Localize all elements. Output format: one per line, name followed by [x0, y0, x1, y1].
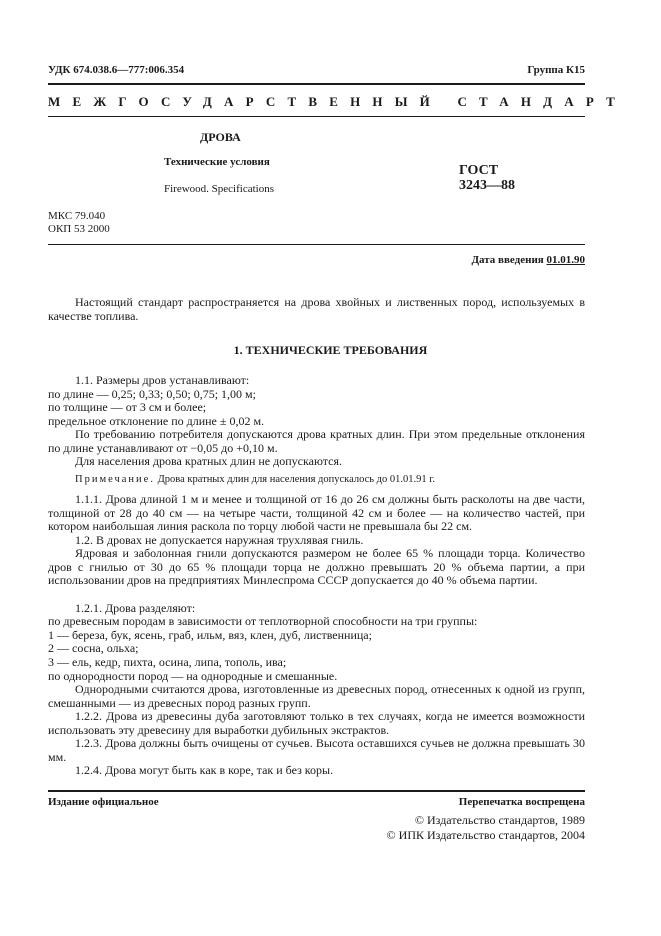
english-title: Firewood. Specifications: [164, 183, 274, 195]
clause-1-2-3: 1.2.3. Дрова должны быть очищены от сучьев. Высота оставшихся сучьев не должна превышать 30 мм.: [48, 736, 585, 764]
note: [75, 473, 435, 487]
footer-rule: [48, 790, 585, 792]
clause-1-1-deviation: предельное отклонение по длине ± 0,02 м.: [48, 414, 265, 428]
wood-group-1: 1 — береза, бук, ясень, граб, ильм, вяз, клен, дуб, лиственница;: [48, 628, 372, 642]
uniformity-paragraph: по однородности пород — на однородные и смешанные.: [48, 669, 338, 683]
copyright-2004: © ИПК Издательство стандартов, 2004: [386, 828, 585, 842]
clause-1-2-1: 1.2.1. Дрова разделяют:: [75, 601, 196, 615]
group-code: Группа К15: [527, 64, 585, 76]
rot-paragraph: Ядровая и заболонная гнили допускаются размером не более 65 % площади торца. Количество дров с гнилью от 30 до 65 % площади торца не должно превышать 20 % объема партии, а при использовании дров на предприятиях Минлеспрома СССР допускается до 40 % объема партии.: [48, 546, 585, 587]
section-1-title: 1. ТЕХНИЧЕСКИЕ ТРЕБОВАНИЯ: [233, 343, 428, 357]
clause-1-2: 1.2. В дровах не допускается наружная трухлявая гниль.: [75, 533, 364, 547]
document-subtitle: Технические условия: [164, 156, 270, 168]
copyright-1989: © Издательство стандартов, 1989: [414, 813, 585, 827]
clause-1-1-1: 1.1.1. Дрова длиной 1 м и менее и толщиной от 16 до 26 см должны быть расколоты на две части, толщиной от 28 до 40 см — на четыре части, толщиной 42 см и более — на количество частей, при котором наибольшая линия раскола по торцу любой части не превышала бы 22 см.: [48, 492, 585, 533]
top-rule: [48, 83, 585, 85]
reprint-prohibited: Перепечатка воспрещена: [458, 796, 585, 808]
okp-code: ОКП 53 2000: [48, 223, 110, 235]
clause-1-1-length: по длине — 0,25; 0,33; 0,50; 0,75; 1,00 м;: [48, 387, 256, 401]
mks-code: МКС 79.040: [48, 210, 106, 222]
document-title: ДРОВА: [200, 130, 241, 144]
udk-code: УДК 674.038.6—777:006.354: [48, 64, 185, 76]
species-paragraph: по древесным породам в зависимости от теплотворной способности на три группы:: [48, 614, 478, 628]
wood-group-2: 2 — сосна, ольха;: [48, 641, 139, 655]
gost-label: ГОСТ: [459, 163, 499, 178]
wood-group-3: 3 — ель, кедр, пихта, осина, липа, тополь, ива;: [48, 655, 287, 669]
clause-1-2-4: 1.2.4. Дрова могут быть как в коре, так и без коры.: [75, 763, 334, 777]
clause-1-1-thickness: по толщине — от 3 см и более;: [48, 400, 207, 414]
intro-paragraph: Настоящий стандарт распространяется на дрова хвойных и лиственных пород, используемых в качестве топлива.: [48, 295, 585, 323]
note-label: Примечание.: [75, 474, 155, 485]
intro-date: [471, 254, 585, 266]
population-paragraph: Для населения дрова кратных длин не допускаются.: [75, 454, 342, 468]
intro-date-value: 01.01.90: [546, 254, 585, 266]
clause-1-1: 1.1. Размеры дров устанавливают:: [75, 373, 250, 387]
heading-rule: [48, 116, 585, 117]
interstate-standard-heading: МЕЖГОСУДАРСТВЕННЫЙ СТАНДАРТ: [48, 94, 628, 109]
intro-date-label: Дата введения: [471, 254, 544, 266]
codes-rule: [48, 244, 585, 245]
official-edition: Издание официальное: [48, 796, 159, 808]
uniform-definition-paragraph: Однородными считаются дрова, изготовленные из древесных пород, отнесенных к одной из групп, смешанными — из древесных пород разных групп.: [48, 682, 585, 710]
gost-number: 3243—88: [459, 178, 515, 193]
clause-1-2-2: 1.2.2. Дрова из древесины дуба заготовляют только в тех случаях, когда не имеется возможности использовать эту древесину для выработки дубильных экстрактов.: [48, 709, 585, 737]
note-text: Дрова кратных длин для населения допускалось до 01.01.91 г.: [157, 474, 436, 485]
multiple-length-paragraph: По требованию потребителя допускаются дрова кратных длин. При этом предельные отклонения по длине устанавливают от −0,05 до +0,10 м.: [48, 427, 585, 455]
